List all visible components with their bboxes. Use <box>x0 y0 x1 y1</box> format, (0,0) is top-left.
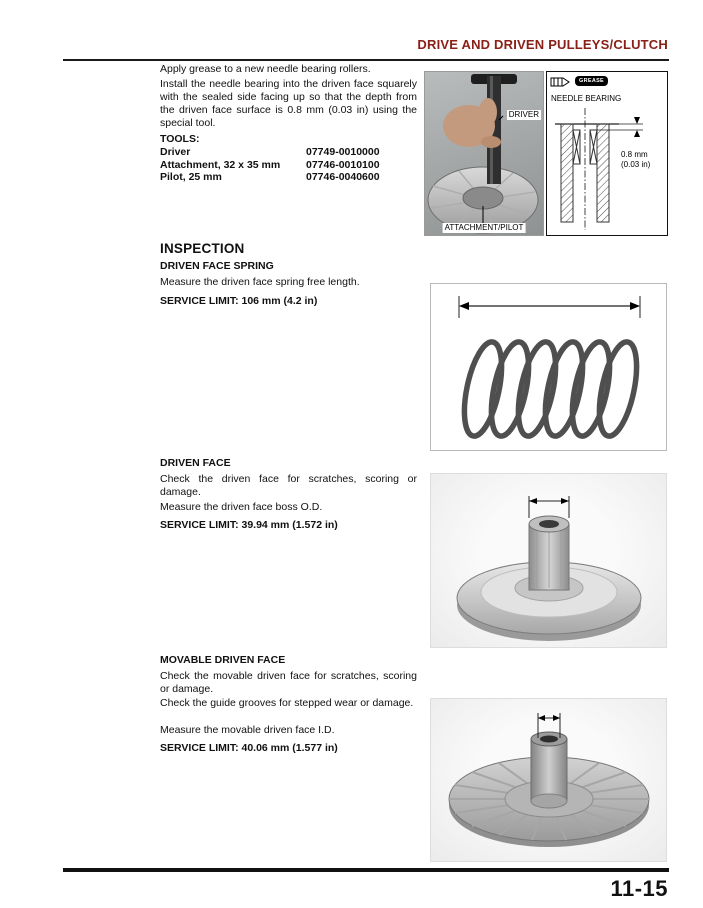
movable-driven-face-illustration <box>431 699 666 861</box>
tool-number: 07746-0040600 <box>306 171 380 183</box>
header-rule <box>63 59 669 61</box>
tools-heading: TOOLS: <box>160 133 200 145</box>
figure-movable-driven-face <box>430 698 667 862</box>
body-paragraph: Measure the driven face boss O.D. <box>160 501 323 513</box>
tool-row <box>160 146 417 159</box>
tool-row <box>160 171 417 184</box>
attachment-pilot-label: ATTACHMENT/PILOT <box>444 223 524 232</box>
depth-value: 0.8 mm <box>621 150 648 159</box>
depth-dimension-label <box>621 150 650 170</box>
body-paragraph: Measure the movable driven face I.D. <box>160 724 335 736</box>
grease-label: GREASE <box>575 76 608 86</box>
installation-illustration <box>425 72 543 235</box>
page-number: 11-15 <box>610 876 668 901</box>
service-limit: SERVICE LIMIT: 40.06 mm (1.577 in) <box>160 742 338 754</box>
figure-installation-photo <box>424 71 544 236</box>
tool-number: 07749-0010000 <box>306 146 380 158</box>
depth-value-in: (0.03 in) <box>621 160 651 169</box>
body-paragraph: Check the driven face for scratches, scoring or damage. <box>160 473 417 498</box>
tool-name: Driver <box>160 146 191 158</box>
body-paragraph: Check the guide grooves for stepped wear or damage. <box>160 697 414 709</box>
grease-tube-icon <box>549 75 571 89</box>
needle-bearing-label: NEEDLE BEARING <box>551 94 622 103</box>
subheading-driven-face-spring: DRIVEN FACE SPRING <box>160 260 274 272</box>
body-paragraph: Apply grease to a new needle bearing rollers. <box>160 63 371 75</box>
tool-name: Attachment, 32 x 35 mm <box>160 158 281 171</box>
spring-illustration <box>431 284 666 450</box>
service-limit: SERVICE LIMIT: 39.94 mm (1.572 in) <box>160 519 338 531</box>
driver-label: DRIVER <box>508 110 539 119</box>
subheading-driven-face: DRIVEN FACE <box>160 457 231 469</box>
tools-list <box>160 146 417 184</box>
service-limit: SERVICE LIMIT: 106 mm (4.2 in) <box>160 295 318 307</box>
driven-face-illustration <box>431 474 666 647</box>
section-heading-inspection: INSPECTION <box>160 241 245 256</box>
tool-name: Pilot, 25 mm <box>160 171 222 183</box>
figure-driven-face <box>430 473 667 648</box>
figure-needle-bearing-diagram <box>546 71 668 236</box>
tool-row <box>160 159 417 172</box>
footer-rule <box>63 868 669 872</box>
body-paragraph: Install the needle bearing into the driven face squarely with the sealed side facing up so that the depth from the driven face surface is 0.8 mm (0.03 in) using the special tool. <box>160 78 417 129</box>
body-paragraph: Check the movable driven face for scratches, scoring or damage. <box>160 670 417 695</box>
tool-number: 07746-0010100 <box>306 158 380 171</box>
body-paragraph: Measure the driven face spring free length. <box>160 276 360 288</box>
subheading-movable-driven-face: MOVABLE DRIVEN FACE <box>160 654 286 666</box>
page-title: DRIVE AND DRIVEN PULLEYS/CLUTCH <box>417 37 668 52</box>
figure-driven-face-spring <box>430 283 667 451</box>
